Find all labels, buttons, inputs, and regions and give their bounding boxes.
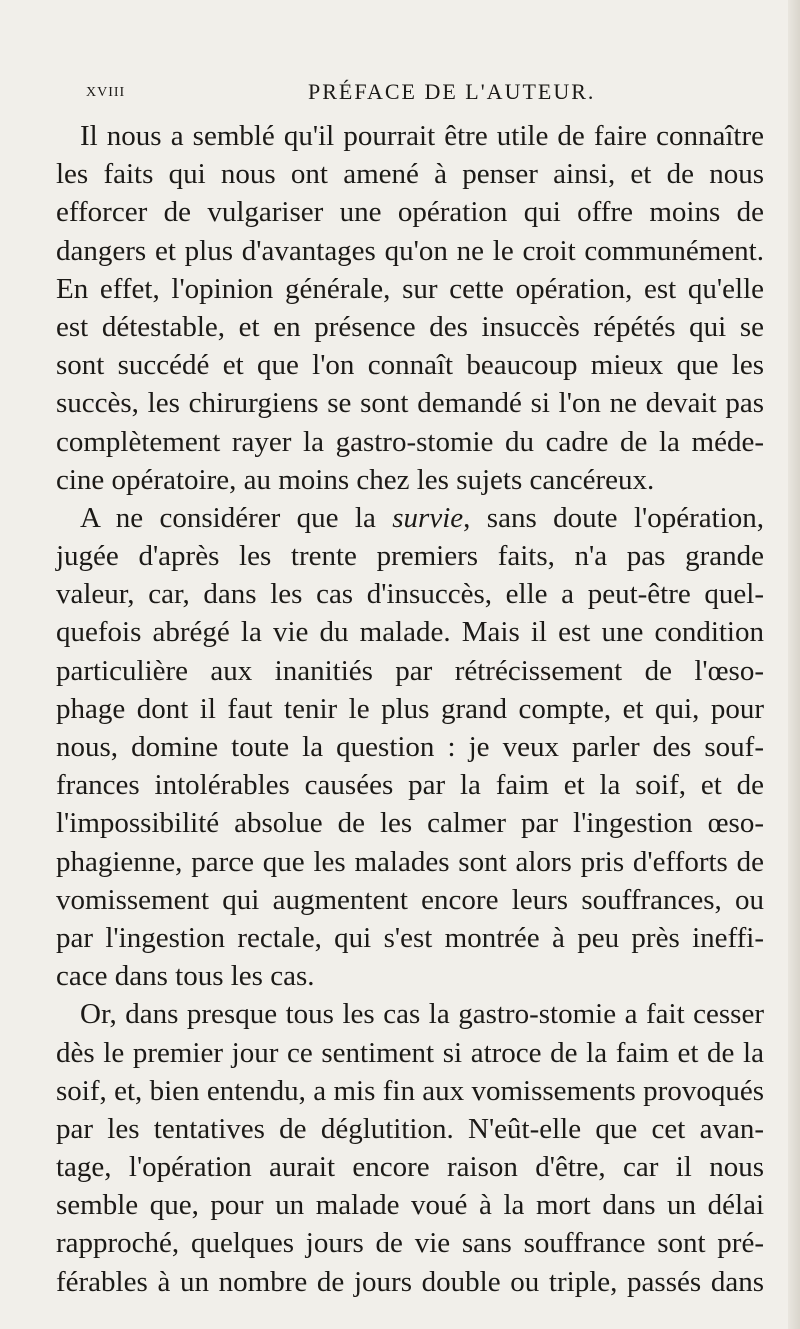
text-line: est détestable, et en présence des insuccès répétés qui se: [56, 310, 764, 343]
text-line: tage, l'opération aurait encore raison d'être, car il nous: [56, 1151, 764, 1184]
text-line: cace dans tous les cas.: [56, 960, 315, 993]
text-fragment: A ne considérer que la: [80, 501, 393, 534]
page-edge: [788, 0, 800, 1329]
text-line: l'impossibilité absolue de les calmer par l'ingestion œso-: [56, 807, 764, 840]
text-line: quefois abrégé la vie du malade. Mais il est une condition: [56, 616, 764, 649]
text-line: complètement rayer la gastro-stomie du cadre de la méde-: [56, 425, 764, 458]
text-line: férables à un nombre de jours double ou triple, passés dans: [56, 1265, 764, 1298]
text-line: phagienne, parce que les malades sont alors pris d'efforts de: [56, 845, 764, 878]
text-line: dangers et plus d'avantages qu'on ne le croit communément.: [56, 234, 764, 267]
text-line: rapproché, quelques jours de vie sans souffrance sont pré-: [56, 1227, 764, 1260]
text-line: [56, 499, 764, 537]
text-fragment: , sans doute l'opération,: [463, 501, 764, 534]
page-number: xviii: [86, 79, 126, 101]
text-line: frances intolérables causées par la faim et la soif, et de: [56, 769, 764, 802]
text-line: efforcer de vulgariser une opération qui offre moins de: [56, 196, 764, 229]
italic-word: survie: [392, 501, 464, 534]
text-line: En effet, l'opinion générale, sur cette opération, est qu'elle: [56, 272, 764, 305]
text-line: sont succédé et que l'on connaît beaucoup mieux que les: [56, 349, 764, 382]
text-line: semble que, pour un malade voué à la mort dans un délai: [56, 1189, 764, 1222]
body-text: [56, 117, 764, 1301]
text-line: particulière aux inanitiés par rétrécissement de l'œso-: [56, 654, 764, 687]
running-head: [86, 79, 776, 109]
text-line: cine opératoire, au moins chez les sujets cancéreux.: [56, 463, 655, 496]
text-line: Il nous a semblé qu'il pourrait être utile de faire connaître: [80, 120, 764, 152]
text-line: jugée d'après les trente premiers faits, n'a pas grande: [56, 540, 764, 573]
running-title: PRÉFACE DE L'AUTEUR.: [308, 79, 596, 104]
text-line: dès le premier jour ce sentiment si atroce de la faim et de la: [56, 1036, 764, 1069]
text-line: nous, domine toute la question : je veux parler des souf-: [56, 731, 764, 763]
text-line: par l'ingestion rectale, qui s'est montrée à peu près ineffi-: [56, 921, 764, 954]
text-line: soif, et, bien entendu, a mis fin aux vomissements provoqués: [56, 1074, 764, 1107]
text-line: par les tentatives de déglutition. N'eût-elle que cet avan-: [56, 1112, 764, 1145]
text-line: les faits qui nous ont amené à penser ainsi, et de nous: [56, 158, 764, 191]
text-line: vomissement qui augmentent encore leurs souffrances, ou: [56, 883, 764, 916]
text-line: phage dont il faut tenir le plus grand compte, et qui, pour: [56, 692, 764, 725]
text-line: valeur, car, dans les cas d'insuccès, elle a peut-être quel-: [56, 578, 764, 611]
text-line: succès, les chirurgiens se sont demandé si l'on ne devait pas: [56, 387, 764, 420]
text-line: Or, dans presque tous les cas la gastro-stomie a fait cesser: [80, 998, 764, 1031]
